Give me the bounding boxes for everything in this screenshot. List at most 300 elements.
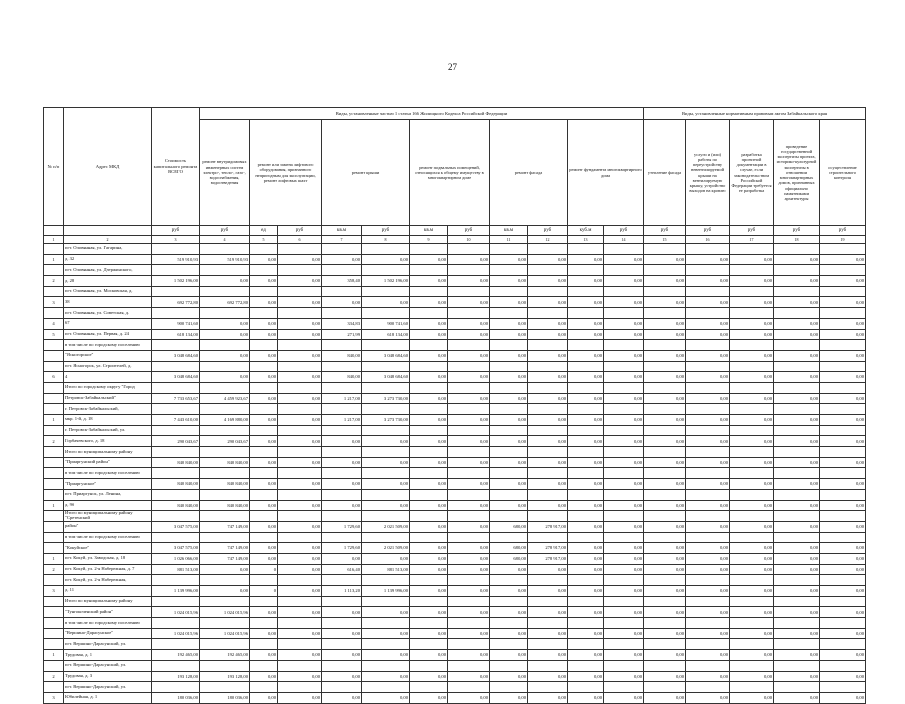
value-cell: 840,00: [322, 350, 362, 361]
value-cell: 2 021 509,00: [362, 521, 410, 532]
value-cell: 0,00: [644, 607, 686, 618]
value-cell: [362, 511, 410, 522]
value-cell: 0,00: [774, 297, 820, 308]
value-cell: 0,00: [568, 436, 604, 447]
value-cell: 0,00: [604, 276, 644, 287]
table-row: [44, 607, 866, 618]
value-cell: [644, 489, 686, 500]
value-cell: [820, 682, 866, 693]
row-number-cell: 4: [44, 318, 64, 329]
value-cell: [644, 340, 686, 351]
value-cell: [604, 682, 644, 693]
header-row-numbers: [44, 236, 866, 244]
value-cell: 0,00: [730, 564, 774, 575]
value-cell: 0,00: [730, 457, 774, 468]
value-cell: [528, 404, 568, 415]
value-cell: [774, 447, 820, 458]
value-cell: [604, 532, 644, 543]
value-cell: 0,00: [250, 521, 278, 532]
value-cell: 0,00: [278, 350, 322, 361]
value-cell: [362, 575, 410, 586]
value-cell: [200, 404, 250, 415]
address-cell: в том числе по городскому поселению: [64, 618, 152, 629]
value-cell: [490, 404, 528, 415]
value-cell: [278, 361, 322, 372]
value-cell: 0,00: [250, 650, 278, 661]
value-cell: 0,00: [490, 479, 528, 490]
col-number: 10: [448, 236, 490, 244]
value-cell: [644, 532, 686, 543]
value-cell: [250, 468, 278, 479]
value-cell: [604, 308, 644, 319]
value-cell: 180 036,00: [200, 692, 250, 703]
value-cell: 0,00: [644, 329, 686, 340]
value-cell: [278, 244, 322, 255]
value-cell: 0,00: [528, 393, 568, 404]
value-cell: 3 273 730,00: [362, 393, 410, 404]
value-cell: [730, 265, 774, 276]
value-cell: 0,00: [820, 457, 866, 468]
value-cell: 0,00: [490, 692, 528, 703]
value-cell: [820, 340, 866, 351]
value-cell: 0,00: [730, 254, 774, 265]
value-cell: 0,00: [490, 586, 528, 597]
address-cell: д. 28: [64, 276, 152, 287]
address-cell: пгт. Ясногорск, ул. Строителей, д.: [64, 361, 152, 372]
address-cell: Трудовая, д. 1: [64, 650, 152, 661]
value-cell: [774, 468, 820, 479]
value-cell: [200, 468, 250, 479]
value-cell: 1 139 996,00: [362, 586, 410, 597]
table-row: [44, 276, 866, 287]
value-cell: 0,00: [604, 254, 644, 265]
value-cell: 278 917,00: [528, 521, 568, 532]
value-cell: 0,00: [490, 276, 528, 287]
value-cell: [644, 447, 686, 458]
value-cell: 0,00: [250, 254, 278, 265]
value-cell: 0,00: [250, 553, 278, 564]
value-cell: [250, 425, 278, 436]
value-cell: 692 772,80: [152, 297, 200, 308]
value-cell: [604, 382, 644, 393]
value-cell: 0,00: [528, 628, 568, 639]
value-cell: 0,00: [820, 521, 866, 532]
value-cell: 0,00: [568, 628, 604, 639]
value-cell: [820, 596, 866, 607]
value-cell: [250, 639, 278, 650]
value-cell: 0,00: [200, 276, 250, 287]
value-cell: 0,00: [730, 586, 774, 597]
value-cell: 0,00: [448, 254, 490, 265]
value-cell: 0,00: [410, 297, 448, 308]
value-cell: 0,00: [820, 415, 866, 426]
value-cell: [152, 575, 200, 586]
value-cell: [820, 425, 866, 436]
value-cell: 0,00: [410, 457, 448, 468]
value-cell: 0,00: [686, 500, 730, 511]
value-cell: 0,00: [278, 628, 322, 639]
row-number-cell: 2: [44, 276, 64, 287]
value-cell: 0,00: [278, 372, 322, 383]
table-row: [44, 286, 866, 297]
value-cell: 0,00: [490, 393, 528, 404]
value-cell: 0,00: [686, 553, 730, 564]
value-cell: 0,00: [730, 553, 774, 564]
value-cell: [362, 532, 410, 543]
value-cell: 680,00: [490, 521, 528, 532]
value-cell: 0,00: [410, 479, 448, 490]
value-cell: [774, 382, 820, 393]
value-cell: [686, 265, 730, 276]
value-cell: [278, 511, 322, 522]
value-cell: 0,00: [250, 436, 278, 447]
value-cell: [774, 682, 820, 693]
unit-cell: руб: [200, 226, 250, 236]
value-cell: 0,00: [250, 671, 278, 682]
value-cell: [774, 265, 820, 276]
value-cell: [362, 447, 410, 458]
value-cell: [410, 660, 448, 671]
value-cell: [528, 425, 568, 436]
value-cell: 0,00: [730, 479, 774, 490]
value-cell: 0,00: [730, 628, 774, 639]
value-cell: [322, 425, 362, 436]
value-cell: 0,00: [604, 692, 644, 703]
row-number-cell: [44, 543, 64, 554]
value-cell: 0,00: [820, 350, 866, 361]
row-number-cell: [44, 489, 64, 500]
address-cell: пгт. Кокуй, ул. 2-я Набережная, д. 7: [64, 564, 152, 575]
value-cell: 0,00: [686, 297, 730, 308]
value-cell: [410, 361, 448, 372]
value-cell: [448, 361, 490, 372]
value-cell: 0,00: [528, 276, 568, 287]
value-cell: 0,00: [362, 692, 410, 703]
value-cell: 1 217,00: [322, 393, 362, 404]
value-cell: [410, 244, 448, 255]
value-cell: [278, 618, 322, 629]
value-cell: [686, 682, 730, 693]
value-cell: 0,00: [820, 329, 866, 340]
value-cell: [362, 340, 410, 351]
value-cell: [152, 425, 200, 436]
value-cell: 0,00: [410, 650, 448, 661]
unit-cell: руб: [686, 226, 730, 236]
value-cell: 0,00: [604, 329, 644, 340]
value-cell: 0,00: [730, 521, 774, 532]
value-cell: 1 024 015,96: [200, 607, 250, 618]
value-cell: 0,00: [644, 500, 686, 511]
value-cell: 0,00: [278, 479, 322, 490]
value-cell: [152, 639, 200, 650]
value-cell: [448, 618, 490, 629]
value-cell: [644, 308, 686, 319]
value-cell: [568, 308, 604, 319]
value-cell: 3 047 575,00: [152, 543, 200, 554]
value-cell: 0,00: [490, 436, 528, 447]
value-cell: 0,00: [820, 372, 866, 383]
value-cell: 0,00: [644, 415, 686, 426]
unit-cell: руб: [528, 226, 568, 236]
value-cell: 0,00: [250, 500, 278, 511]
value-cell: [730, 489, 774, 500]
value-cell: 0,00: [644, 692, 686, 703]
value-cell: 0,00: [410, 350, 448, 361]
header-inner-systems: ремонт внутридомовых инженерных систем электро-, тепло-, газо-, водоснабжения, водоотведения: [200, 120, 250, 226]
value-cell: [250, 286, 278, 297]
value-cell: [278, 425, 322, 436]
value-cell: 0,00: [604, 393, 644, 404]
value-cell: [362, 361, 410, 372]
row-number-cell: [44, 393, 64, 404]
value-cell: [644, 244, 686, 255]
value-cell: [448, 447, 490, 458]
value-cell: [604, 286, 644, 297]
value-cell: [250, 308, 278, 319]
value-cell: 0,00: [278, 436, 322, 447]
value-cell: [490, 382, 528, 393]
value-cell: [686, 489, 730, 500]
value-cell: 0,00: [604, 671, 644, 682]
value-cell: 0,00: [490, 415, 528, 426]
value-cell: [820, 286, 866, 297]
value-cell: [774, 575, 820, 586]
value-cell: [410, 511, 448, 522]
col-number: 12: [528, 236, 568, 244]
value-cell: [820, 447, 866, 458]
value-cell: 0,00: [250, 318, 278, 329]
value-cell: 0,00: [774, 607, 820, 618]
value-cell: 692 772,80: [200, 297, 250, 308]
value-cell: [362, 682, 410, 693]
value-cell: 0,00: [820, 650, 866, 661]
value-cell: [490, 575, 528, 586]
value-cell: [604, 596, 644, 607]
row-number-cell: [44, 286, 64, 297]
address-cell: пгт. Оловянная, ул. Гагарина,: [64, 244, 152, 255]
table-row: [44, 297, 866, 308]
value-cell: [362, 489, 410, 500]
value-cell: 0,00: [686, 254, 730, 265]
value-cell: [686, 286, 730, 297]
value-cell: [686, 308, 730, 319]
value-cell: 0,00: [200, 318, 250, 329]
unit-cell: руб: [604, 226, 644, 236]
value-cell: [820, 404, 866, 415]
value-cell: 0,00: [820, 607, 866, 618]
value-cell: 0,00: [774, 479, 820, 490]
value-cell: 0,00: [278, 329, 322, 340]
value-cell: 840 840,00: [200, 479, 250, 490]
value-cell: 0,00: [644, 628, 686, 639]
value-cell: 0,00: [322, 692, 362, 703]
value-cell: 0,00: [568, 329, 604, 340]
value-cell: 0,00: [448, 372, 490, 383]
value-cell: [152, 286, 200, 297]
value-cell: 0,00: [410, 436, 448, 447]
value-cell: 0,00: [568, 276, 604, 287]
value-cell: 0,00: [820, 276, 866, 287]
value-cell: [604, 489, 644, 500]
value-cell: [278, 308, 322, 319]
value-cell: 0,00: [644, 457, 686, 468]
value-cell: 0,00: [686, 650, 730, 661]
value-cell: 0,00: [820, 628, 866, 639]
value-cell: 1 024 015,96: [152, 628, 200, 639]
value-cell: [568, 244, 604, 255]
value-cell: 0,00: [278, 671, 322, 682]
value-cell: 0,00: [448, 329, 490, 340]
table-row: [44, 382, 866, 393]
value-cell: 0,00: [774, 276, 820, 287]
value-cell: [250, 361, 278, 372]
value-cell: [410, 682, 448, 693]
table-row: [44, 553, 866, 564]
col-number: 16: [686, 236, 730, 244]
value-cell: [278, 532, 322, 543]
table-row: [44, 361, 866, 372]
value-cell: 0,00: [644, 586, 686, 597]
value-cell: 0,00: [362, 671, 410, 682]
value-cell: 0,00: [200, 350, 250, 361]
value-cell: [730, 682, 774, 693]
table-row: [44, 308, 866, 319]
table-row: [44, 543, 866, 554]
table-row: [44, 457, 866, 468]
value-cell: [490, 340, 528, 351]
value-cell: [410, 308, 448, 319]
value-cell: [278, 468, 322, 479]
value-cell: 0,00: [730, 372, 774, 383]
value-cell: 3 048 684,60: [152, 350, 200, 361]
value-cell: [644, 265, 686, 276]
value-cell: [490, 682, 528, 693]
value-cell: 0,00: [362, 553, 410, 564]
value-cell: 0,00: [730, 276, 774, 287]
value-cell: 0,00: [604, 500, 644, 511]
value-cell: 1 139 996,00: [152, 586, 200, 597]
value-cell: [152, 660, 200, 671]
address-cell: "Приаргунский район": [64, 457, 152, 468]
value-cell: [152, 511, 200, 522]
value-cell: [774, 425, 820, 436]
value-cell: 0,00: [730, 671, 774, 682]
row-number-cell: [44, 244, 64, 255]
value-cell: 0,00: [730, 297, 774, 308]
value-cell: 0,00: [644, 393, 686, 404]
value-cell: 0,00: [686, 692, 730, 703]
value-cell: 0,00: [278, 254, 322, 265]
value-cell: [152, 532, 200, 543]
address-cell: пгт. Оловянная, ул. Московская, д.: [64, 286, 152, 297]
address-cell: 67: [64, 318, 152, 329]
value-cell: [820, 639, 866, 650]
value-cell: [200, 265, 250, 276]
value-cell: 0,00: [774, 564, 820, 575]
value-cell: [528, 618, 568, 629]
value-cell: [686, 532, 730, 543]
value-cell: [774, 244, 820, 255]
value-cell: 0,00: [604, 457, 644, 468]
value-cell: 0,00: [528, 297, 568, 308]
value-cell: [686, 404, 730, 415]
value-cell: 0,00: [644, 372, 686, 383]
value-cell: [448, 575, 490, 586]
value-cell: [448, 468, 490, 479]
value-cell: [774, 639, 820, 650]
row-number-cell: [44, 660, 64, 671]
value-cell: 0,00: [686, 543, 730, 554]
header-roof: ремонт крыши: [322, 120, 410, 226]
value-cell: 0,00: [322, 671, 362, 682]
value-cell: [250, 660, 278, 671]
value-cell: 0,00: [410, 553, 448, 564]
address-cell: пгт. Приаргунск, ул. Ленина,: [64, 489, 152, 500]
address-cell: Итого по муниципальному району: [64, 596, 152, 607]
value-cell: 0,00: [362, 436, 410, 447]
value-cell: 0,00: [490, 457, 528, 468]
value-cell: [490, 265, 528, 276]
value-cell: [568, 532, 604, 543]
value-cell: 747 149,00: [200, 553, 250, 564]
value-cell: 0,00: [528, 350, 568, 361]
value-cell: [774, 511, 820, 522]
value-cell: 0,00: [448, 436, 490, 447]
row-number-cell: [44, 404, 64, 415]
value-cell: 0,00: [568, 500, 604, 511]
value-cell: 0,00: [528, 479, 568, 490]
value-cell: 0,00: [568, 372, 604, 383]
value-cell: 0,00: [528, 318, 568, 329]
value-cell: 193 128,00: [152, 671, 200, 682]
value-cell: [278, 382, 322, 393]
value-cell: 0,00: [362, 500, 410, 511]
value-cell: 0,00: [278, 650, 322, 661]
value-cell: [568, 596, 604, 607]
value-cell: [152, 468, 200, 479]
value-cell: 840 840,00: [200, 500, 250, 511]
col-number: 11: [490, 236, 528, 244]
value-cell: 0,00: [604, 318, 644, 329]
value-cell: 0,00: [200, 564, 250, 575]
value-cell: 0,00: [774, 692, 820, 703]
value-cell: [322, 447, 362, 458]
value-cell: [730, 361, 774, 372]
row-number-cell: 2: [44, 564, 64, 575]
value-cell: 193 128,00: [200, 671, 250, 682]
value-cell: 0,00: [774, 543, 820, 554]
row-number-cell: [44, 308, 64, 319]
value-cell: 0,00: [448, 650, 490, 661]
value-cell: 519 910,93: [200, 254, 250, 265]
value-cell: [686, 575, 730, 586]
value-cell: 0,00: [278, 564, 322, 575]
value-cell: [322, 596, 362, 607]
value-cell: [448, 425, 490, 436]
value-cell: [152, 447, 200, 458]
value-cell: [528, 265, 568, 276]
unit-cell: руб: [278, 226, 322, 236]
row-number-cell: [44, 575, 64, 586]
table-row: [44, 532, 866, 543]
value-cell: 0,00: [448, 479, 490, 490]
value-cell: 0,00: [528, 372, 568, 383]
value-cell: [604, 511, 644, 522]
value-cell: [604, 575, 644, 586]
value-cell: 0,00: [730, 543, 774, 554]
value-cell: [410, 489, 448, 500]
value-cell: [528, 468, 568, 479]
